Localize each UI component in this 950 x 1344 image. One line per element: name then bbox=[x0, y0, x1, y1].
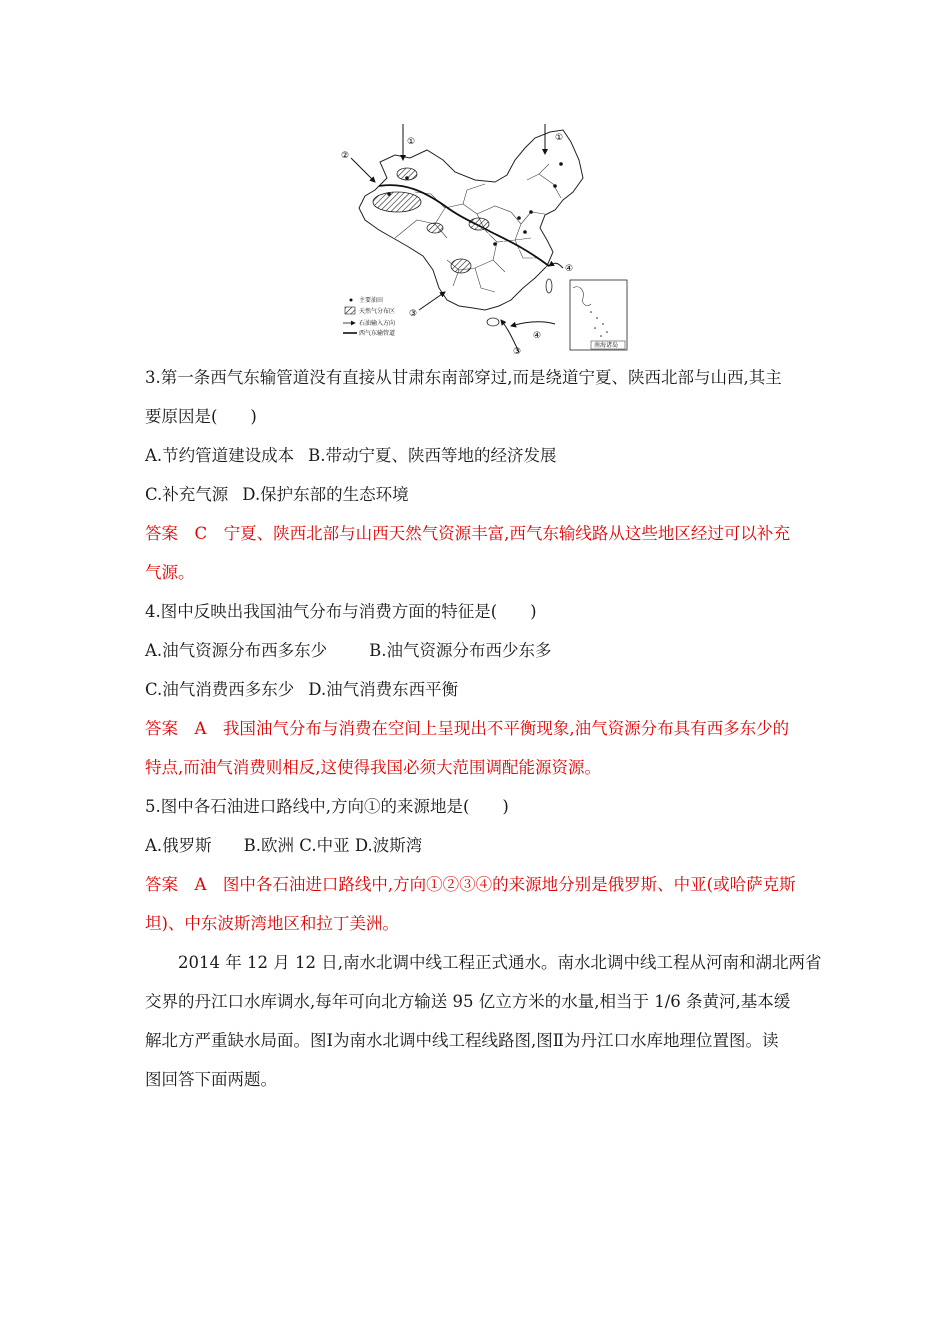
gas-area-sichuan bbox=[451, 259, 471, 273]
oilfield-dot bbox=[517, 216, 521, 220]
oilfield-dot bbox=[559, 162, 563, 166]
passage-line1: 2014 年 12 月 12 日,南水北调中线工程正式通水。南水北调中线工程从河南和湖北两省 bbox=[178, 953, 822, 972]
oilfield-dot bbox=[405, 176, 409, 180]
gas-area-tarim bbox=[373, 192, 421, 212]
import-arrow bbox=[511, 322, 555, 326]
legend-pipeline: 西气东输管道 bbox=[359, 330, 396, 337]
question-5-stem: 5.图中各石油进口路线中,方向①的来源地是( ) bbox=[145, 797, 509, 816]
question-5-options bbox=[145, 836, 813, 856]
option-b: B.欧洲 bbox=[243, 836, 295, 855]
question-4-answer-line2: 特点,而油气消费则相反,这使得我国必须大范围调配能源资源。 bbox=[145, 758, 601, 777]
question-content bbox=[145, 368, 822, 1109]
question-4-options-cd bbox=[145, 680, 813, 700]
option-b: B.带动宁夏、陕西等地的经济发展 bbox=[308, 446, 557, 465]
passage-line4: 图回答下面两题。 bbox=[145, 1070, 277, 1089]
import-arrow bbox=[419, 292, 445, 310]
map-svg bbox=[335, 120, 631, 358]
route-marker: ① bbox=[407, 137, 416, 147]
legend-gas-area: 天然气分布区 bbox=[359, 308, 396, 315]
hainan-island bbox=[487, 318, 499, 326]
oilfield-dot bbox=[529, 210, 533, 214]
option-d: D.保护东部的生态环境 bbox=[242, 485, 409, 504]
oilfield-dot bbox=[523, 230, 527, 234]
gas-area-qaidam bbox=[427, 223, 443, 233]
question-3-answer-line2: 气源。 bbox=[145, 563, 195, 582]
import-arrow bbox=[549, 263, 563, 268]
passage-line3: 解北方严重缺水局面。图Ⅰ为南水北调中线工程线路图,图Ⅱ为丹江口水库地理位置图。读 bbox=[145, 1031, 779, 1050]
oilfield-dot bbox=[553, 184, 557, 188]
inset-label: 南海诸岛 bbox=[594, 342, 619, 349]
option-d: D.波斯湾 bbox=[354, 836, 423, 855]
oilfield-dot bbox=[493, 242, 497, 246]
question-3-options-cd bbox=[145, 485, 813, 505]
option-a: A.俄罗斯 bbox=[145, 836, 212, 855]
inset-frame bbox=[570, 280, 627, 350]
route-marker: ③ bbox=[513, 347, 522, 357]
question-3-stem-line2: 要原因是( ) bbox=[145, 407, 257, 426]
question-3-answer-line1: 答案 C 宁夏、陕西北部与山西天然气资源丰富,西气东输线路从这些地区经过可以补充 bbox=[145, 524, 790, 543]
route-marker: ② bbox=[341, 151, 350, 161]
passage-line2: 交界的丹江口水库调水,每年可向北方输送 95 亿立方米的水量,相当于 1/6 条黄河,基本缓 bbox=[145, 992, 791, 1011]
route-marker: ④ bbox=[533, 331, 542, 341]
question-3-options-ab bbox=[145, 446, 813, 466]
question-5-answer-line1: 答案 A 图中各石油进口路线中,方向①②③④的来源地分别是俄罗斯、中亚(或哈萨克斯 bbox=[145, 875, 796, 894]
route-marker: ④ bbox=[565, 264, 574, 274]
question-3-stem-line1: 3.第一条西气东输管道没有直接从甘肃东南部穿过,而是绕道宁夏、陕西北部与山西,其主 bbox=[145, 368, 782, 387]
option-c: C.油气消费西多东少 bbox=[145, 680, 295, 699]
option-a: A.节约管道建设成本 bbox=[145, 446, 295, 465]
option-d: D.油气消费东西平衡 bbox=[308, 680, 459, 699]
option-a: A.油气资源分布西多东少 bbox=[145, 641, 328, 660]
import-arrow bbox=[351, 158, 375, 182]
route-marker: ① bbox=[555, 133, 564, 143]
oilfield-dot bbox=[387, 192, 391, 196]
option-c: C.中亚 bbox=[299, 836, 350, 855]
legend-oil-import: 石油输入方向 bbox=[359, 320, 396, 327]
option-b: B.油气资源分布西少东多 bbox=[369, 641, 552, 660]
gas-area-ordos bbox=[469, 218, 489, 230]
option-c: C.补充气源 bbox=[145, 485, 229, 504]
question-4-answer-line1: 答案 A 我国油气分布与消费在空间上呈现出不平衡现象,油气资源分布具有西多东少的 bbox=[145, 719, 790, 738]
route-marker: ③ bbox=[409, 309, 418, 319]
question-4-options-ab bbox=[145, 641, 813, 661]
question-5-answer-line2: 坦)、中东波斯湾地区和拉丁美洲。 bbox=[145, 914, 399, 933]
legend-oilfield: 主要油田 bbox=[359, 297, 384, 304]
taiwan-island bbox=[546, 279, 552, 293]
question-4-stem: 4.图中反映出我国油气分布与消费方面的特征是( ) bbox=[145, 602, 537, 621]
china-oil-gas-map bbox=[335, 120, 631, 358]
